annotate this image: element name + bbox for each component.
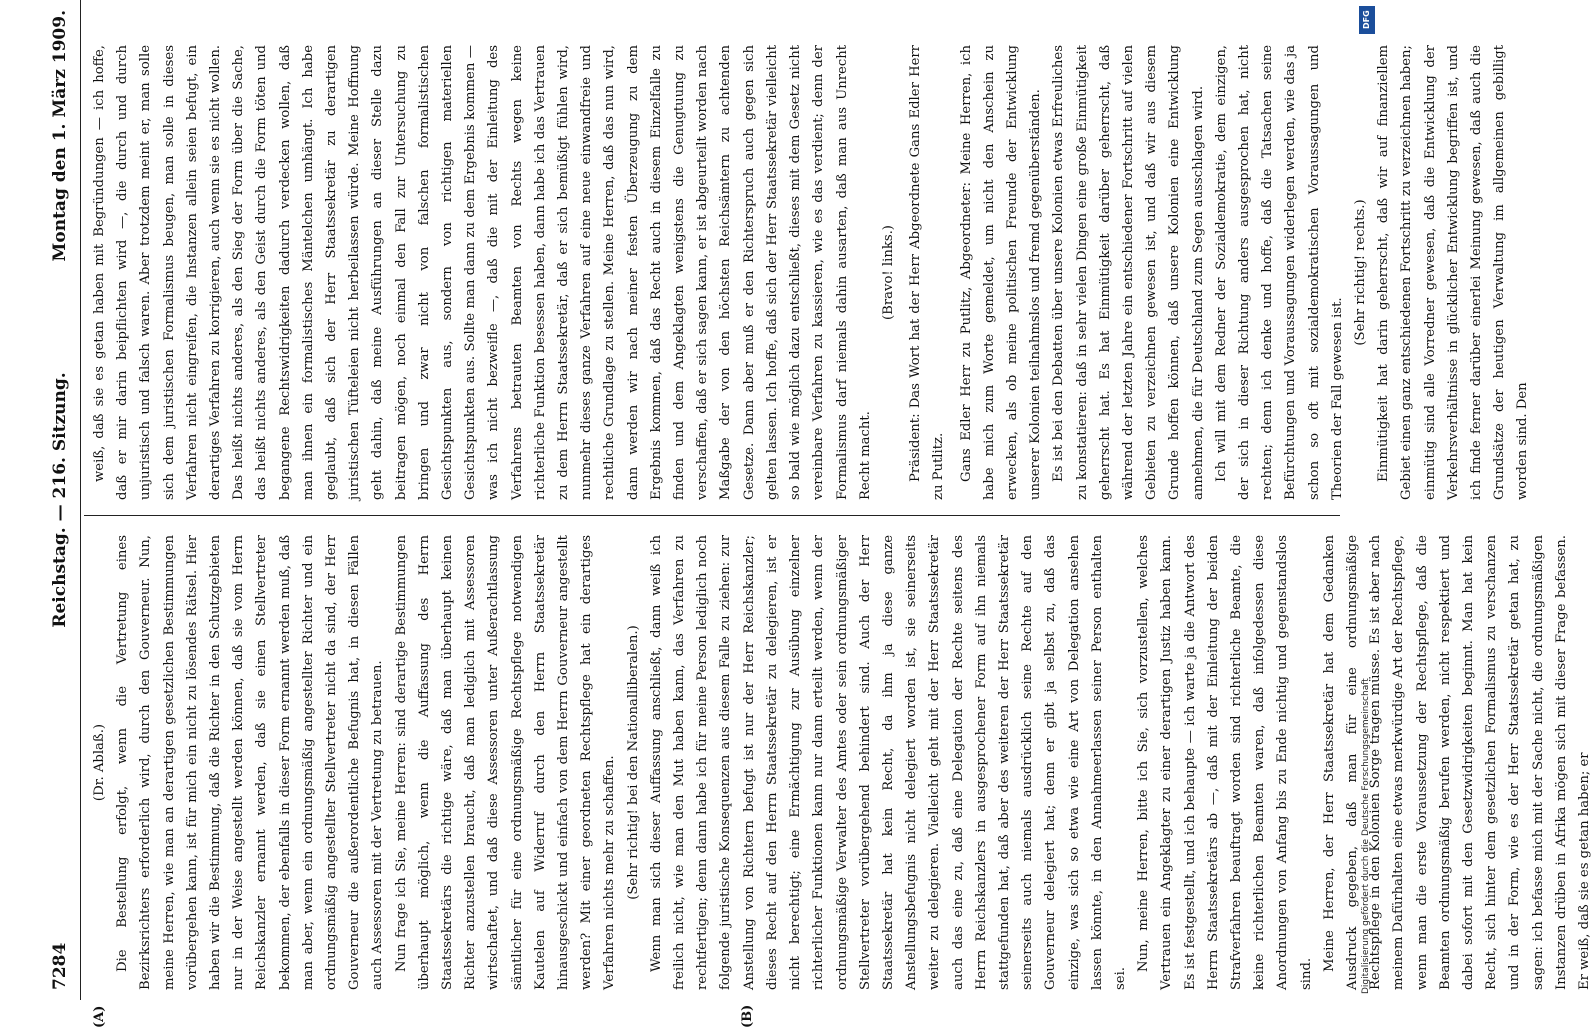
interjection: (Sehr richtig! rechts.)	[1352, 199, 1368, 346]
margin-marker-a: (A)	[92, 1005, 107, 1028]
session-date: Montag den 1. März 1909.	[50, 10, 70, 262]
watermark-text: Digitalisierung gefördert durch die Deutsche Forschungsgemeinschaft	[1361, 678, 1371, 994]
column-divider	[84, 515, 1340, 516]
page-number: 7284	[50, 942, 70, 990]
paragraph: Die Bestellung erfolgt, wenn die Vertretung eines Bezirksrichters erforderlich wird, durch den Gouverneur. Nun, meine Herren, wie man an derartigen gesetzlichen Bestimmungen vorübergehen kann, ist für mich ein nicht zu lösendes Rätsel. Hier haben wir die Bestimmung, daß die Richter in den Schutzgebieten nur in der Weise angestellt werden können, daß sie vom Herrn Reichskanzler ernannt werden, daß sie einen Stellvertreter bekommen, der ebenfalls in dieser Form ernannt werden muß, daß man aber, wenn ein ordnungsmäßig angestellter Richter und ein ordnungsmäßig angestellter Stellvertreter nicht da sind, der Herr Gouverneur die außerordentliche Befugnis hat, in diesen Fällen auch Assessoren mit der Vertretung zu betrauen.	[115, 535, 386, 990]
speaker-note: (Dr. Ablaß.)	[92, 723, 107, 802]
paragraph: Einmütigkeit hat darin geherrscht, daß wir auf finanziellem Gebiet einen ganz entschiedenen Fortschritt zu verzeichnen haben; einmütig sind alle Vorredner gewesen, daß die Entwicklung der Verkehrsverhältnisse in glücklicher Entwicklung begriffen ist, und ich finde ferner darüber einerlei Meinung gewesen, daß auch die Grundsätze der heutigen Verwaltung im allgemeinen gebilligt worden sind. Den	[1376, 45, 1531, 500]
paragraph: Ich will mit dem Redner der Sozialdemokratie, dem einzigen, der sich in dieser Richtung anders ausgesprochen hat, nicht rechten; denn ich denke und hoffe, daß die Tatsachen seine Befürchtungen und Voraussagungen widerlegen werden, wie das ja schon so oft mit sozialdemokratischen Voraussagungen und Theorien der Fall gewesen ist.	[1213, 45, 1345, 500]
interjection: (Sehr richtig! bei den Nationalliberalen.)	[625, 625, 641, 900]
paragraph: Nun frage ich Sie, meine Herren: sind derartige Bestimmungen überhaupt möglich, wenn die Auffassung des Herrn Staatssekretärs die richtige wäre, daß man überhaupt keinen Richter anzustellen braucht, daß man lediglich mit Assessoren wirtschaftet, und daß diese Assessoren unter Außerachtlassung sämtlicher für eine ordnungsmäßige Rechtspflege notwendigen Kautelen auf Widerruf durch den Herrn Staatssekretär hinausgeschickt und einfach von dem Herrn Gouverneur angestellt werden? Mit einer geordneten Rechtspflege hat ein derartiges Verfahren nichts mehr zu schaffen.	[393, 535, 618, 990]
speaker-statement: Gans Edler Herr zu Putlitz, Abgeordneter: Meine Herren, ich habe mich zum Worte gemeldet, um nicht den Anschein zu erwecken, als ob meine politischen Freunde der Entwicklung unserer Kolonien teilnahmslos und fremd gegenüberständen.	[958, 45, 1044, 500]
right-column	[88, 45, 1531, 500]
paragraph: Es ist bei den Debatten über unsere Kolonien etwas Erfreuliches zu konstatieren: daß in sehr vielen Dingen eine große Einmütigkeit geherrscht hat. Es hat Einmütigkeit darüber geherrscht, daß während der letzten Jahre ein entschiedener Fortschritt auf vielen Gebieten zu verzeichnen gewesen ist, und daß wir aus diesem Grunde hoffen können, daß unsere Kolonien eine Entwicklung annehmen, die für Deutschland zum Segen ausschlagen wird.	[1051, 45, 1206, 500]
paragraph: weiß, daß sie es getan haben mit Begründungen — ich hoffe, daß er mir darin beipflichten wird —, die durch und durch unjuristisch und falsch waren. Aber trotzdem meint er, man solle sich dem juristischen Formalismus beugen, man solle in dieses Verfahren nicht eingreifen, die Instanzen allein seien befugt, ein derartiges Verfahren zu korrigieren, auch wenn sie es nicht wollen. Das heißt nichts anderes, als den Sieg der Form über die Sache, das heißt nichts anderes, als den Geist durch die Form töten und begangene Rechtswidrigkeiten dadurch verdecken wollen, daß man ihnen ein formalistisches Mäntelchen umhängt. Ich habe geglaubt, daß sich der Herr Staatssekretär zu derartigen juristischen Tüfteleien nicht herbeilassen würde. Meine Hoffnung geht dahin, daß meine Ausführungen an dieser Stelle dazu beitragen mögen, noch einmal den Fall zur Untersuchung zu bringen und zwar nicht von falschen formalistischen Gesichtspunkten aus, sondern von richtigen materiellen Gesichtspunkten aus. Sollte man dann zu dem Ergebnis kommen — was ich nicht bezweifle —, daß die mit der Einleitung des Verfahrens betrauten Beamten von Rechts wegen keine richterliche Funktion besessen haben, dann habe ich das Vertrauen zu dem Herrn Staatssekretär, daß er sich bemüßigt fühlen wird, nunmehr dieses ganze Verfahren auf eine neue einwandfreie und rechtliche Grundlage zu stellen. Meine Herren, daß das nun wird, dann werden wir nach meiner festen Überzeugung zu dem Ergebnis kommen, daß das Recht auch in diesem Einzelfalle zu finden und dem Angeklagten wenigstens die Genugtuung zu verschaffen, daß er sich sagen kann, er ist abgeurteilt worden nach Maßgabe der von den höchsten Reichsämtern zu achtenden Gesetze. Dann aber muß er den Richterspruch auch gegen sich gelten lassen. Ich hoffe, daß sich der Herr Staatssekretär vielleicht so bald wie möglich dazu entschließt, dieses mit dem Gesetz nicht vereinbare Verfahren zu kassieren, wie es das verdient; denn der Formalismus darf niemals dahin ausarten, daß man aus Unrecht Recht macht.	[92, 45, 873, 500]
paragraph: Meine Herren, der Herr Staatssekretär hat dem Gedanken Ausdruck gegeben, daß man für eine ordnungsmäßige Rechtspflege in den Kolonien Sorge tragen müsse. Es ist aber nach meinem Dafürhalten eine etwas merkwürdige Art der Rechtspflege, wenn man die erste Voraussetzung der Rechtspflege, daß die Beamten ordnungsmäßig berufen werden, nicht respektiert und dabei sofort mit den Gesetzwidrigkeiten beginnt. Man hat kein Recht, sich hinter dem gesetzlichen Formalismus zu verschanzen und in der Form, wie es der Herr Staatssekretär getan hat, zu sagen: ich befasse mich mit der Sache nicht, die ordnungsmäßigen Instanzen drüben in Afrika mögen sich mit dieser Frage befassen. Er weiß, daß sie es getan haben; er	[1321, 535, 1592, 990]
paragraph: Nun, meine Herren, bitte ich Sie, sich vorzustellen, welches Vertrauen ein Angeklagter zu einer derartigen Justiz haben kann. Es ist festgestellt, und ich behaupte — ich warte ja die Antwort des Herrn Staatssekretärs ab —, daß mit der Einleitung der beiden Strafverfahren beauftragt worden sind richterliche Beamte, die keine richterlichen Beamten waren, daß infolgedessen diese Anordnungen von Anfang bis zu Ende nichtig und gegenstandslos sind.	[1136, 535, 1314, 990]
session-title: Reichstag. — 216. Sitzung.	[50, 372, 70, 628]
president-statement: Präsident: Das Wort hat der Herr Abgeordnete Gans Edler Herr zu Putlitz.	[908, 45, 947, 500]
interjection: (Bravo! links.)	[880, 225, 896, 320]
digitization-watermark	[1359, 4, 1377, 994]
dfg-logo: DFG	[1359, 6, 1375, 34]
margin-marker-b: (B)	[740, 1004, 755, 1028]
page-header	[40, 0, 81, 1000]
paragraph: Wenn man sich dieser Auffassung anschließt, dann weiß ich freilich nicht, wie man den Mut haben kann, das Verfahren zu rechtfertigen; denn dann habe ich für meine Person lediglich noch folgende juristische Konsequenzen aus diesem Falle zu ziehen: zur Anstellung von Richtern befugt ist nur der Herr Reichskanzler; dieses Recht auf den Herrn Staatssekretär zu delegieren, ist er nicht berechtigt; eine Ermächtigung zur Ausübung einzelner richterlicher Funktionen kann nur dann erteilt werden, wenn der ordnungsmäßige Verwalter des Amtes oder sein ordnungsmäßiger Stellvertreter vorübergehend behindert sind. Auch der Herr Staatssekretär hat kein Recht, da ihm ja diese ganze Anstellungsbefugnis nicht delegiert worden ist, sie seinerseits weiter zu delegieren. Vielleicht geht mit der Herr Staatssekretär auch das eine zu, daß eine Delegation der Rechte seitens des Herrn Reichskanzlers in ausgesprochener Form auf ihn niemals stattgefunden hat, daß aber des weiteren der Herr Staatssekretär seinerseits auch niemals ausdrücklich seine Rechte auf den Gouverneur delegiert hat; denn er gibt ja selbst zu, daß das einzige, was sich so etwa wie eine Art von Delegation ansehen lassen könnte, in den Annahmeerlassen seiner Person enthalten sei.	[648, 535, 1128, 990]
